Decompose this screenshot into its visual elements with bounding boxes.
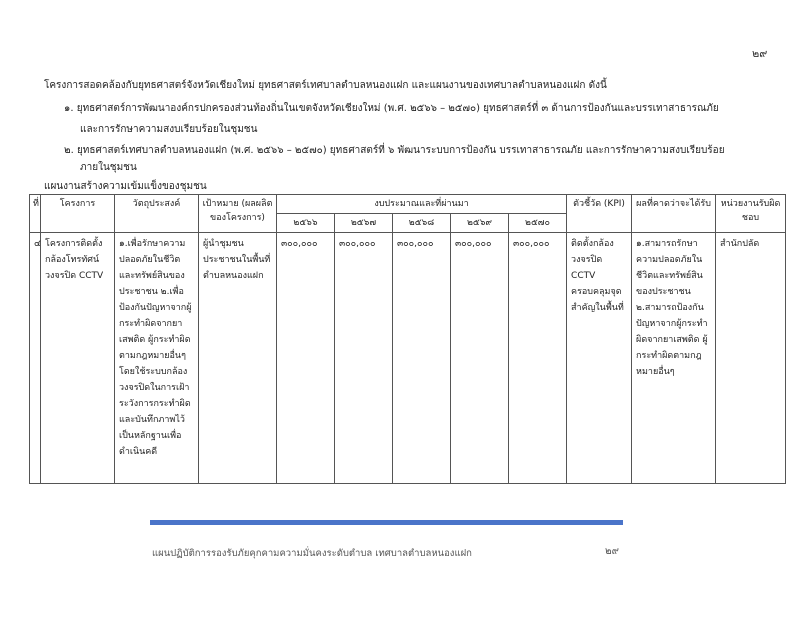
- row-project: โครงการติดตั้งกล้องโทรทัศน์วงจรปิด CCTV: [41, 233, 115, 484]
- header-target: เป้าหมาย (ผลผลิตของโครงการ): [199, 195, 277, 233]
- footer-text: แผนปฏิบัติการรองรับภัยคุกคามความมั่นคงระดับตำบล เทศบาลตำบลหนองแฝก: [152, 548, 472, 559]
- header-budget: งบประมาณและที่ผ่านมา: [277, 195, 567, 214]
- row-target: ผู้นำชุมชน ประชาชนในพื้นที่ตำบลหนองแฝก: [199, 233, 277, 484]
- footer-page-number: ๒๙: [605, 546, 619, 557]
- strategy-2-line-2: ภายในชุมชน: [80, 162, 137, 173]
- header-project: โครงการ: [41, 195, 115, 233]
- row-kpi: ติดตั้งกล้องวงจรปิด CCTV ครอบคลุมจุดสำคัญในพื้นที่: [567, 233, 632, 484]
- header-year-2566: ๒๕๖๖: [277, 214, 335, 233]
- header-unit: หน่วยงานรับผิดชอบ: [716, 195, 786, 233]
- row-budget-2568: ๓๐๐,๐๐๐: [393, 233, 451, 484]
- strategy-1-line-2: และการรักษาความสงบเรียบร้อยในชุมชน: [80, 124, 258, 135]
- header-year-2568: ๒๕๖๘: [393, 214, 451, 233]
- row-budget-2567: ๓๐๐,๐๐๐: [335, 233, 393, 484]
- row-objective: ๑.เพื่อรักษาความปลอดภัยในชีวิตและทรัพย์สินของประชาชน ๒.เพื่อป้องกันปัญหาจากผู้กระทำผิดจากยาเสพติด ผู้กระทำผิดตามกฎหมายอื่นๆ โดยใช้ระบบกล้องวงจรปิดในการเฝ้าระวังการกระทำผิดและบันทึกภาพไว้เป็นหลักฐานเพื่อดำเนินคดี: [115, 233, 199, 484]
- plan-title: แผนงานสร้างความเข้มแข็งของชุมชน: [44, 181, 207, 192]
- header-year-2569: ๒๕๖๙: [451, 214, 509, 233]
- header-expected: ผลที่คาดว่าจะได้รับ: [632, 195, 716, 233]
- project-table: [29, 194, 786, 484]
- row-no: ๔: [30, 233, 41, 484]
- page-number-top: ๒๙: [752, 47, 768, 60]
- row-unit: สำนักปลัด: [716, 233, 786, 484]
- header-year-2570: ๒๕๗๐: [509, 214, 567, 233]
- strategy-1-line-1: ๑. ยุทธศาสตร์การพัฒนาองค์กรปกครองส่วนท้องถิ่นในเขตจังหวัดเชียงใหม่ (พ.ศ. ๒๕๖๖ – ๒๕๗๐) ยุทธศาสตร์ที่ ๓ ด้านการป้องกันและบรรเทาสาธารณภัย: [64, 103, 719, 114]
- strategy-2-line-1: ๒. ยุทธศาสตร์เทศบาลตำบลหนองแฝก (พ.ศ. ๒๕๖๖ – ๒๕๗๐) ยุทธศาสตร์ที่ ๖ พัฒนาระบบการป้องกัน บรรเทาสาธารณภัย และการรักษาความสงบเรียบร้อย: [64, 145, 725, 156]
- header-no: ที่: [30, 195, 41, 233]
- intro-line: โครงการสอดคล้องกับยุทธศาสตร์จังหวัดเชียงใหม่ ยุทธศาสตร์เทศบาลตำบลหนองแฝก และแผนงานของเทศบาลตำบลหนองแฝก ดังนี้: [44, 80, 607, 91]
- row-budget-2570: ๓๐๐,๐๐๐: [509, 233, 567, 484]
- header-objective: วัตถุประสงค์: [115, 195, 199, 233]
- row-budget-2569: ๓๐๐,๐๐๐: [451, 233, 509, 484]
- footer-divider: [150, 520, 623, 525]
- header-year-2567: ๒๕๖๗: [335, 214, 393, 233]
- table-row: [30, 233, 786, 484]
- row-expected: ๑.สามารถรักษาความปลอดภัยในชีวิตและทรัพย์สินของประชาชน ๒.สามารถป้องกันปัญหาจากผู้กระทำผิดจากยาเสพติด ผู้กระทำผิดตามกฎหมายอื่นๆ: [632, 233, 716, 484]
- header-kpi: ตัวชี้วัด (KPI): [567, 195, 632, 233]
- row-budget-2566: ๓๐๐,๐๐๐: [277, 233, 335, 484]
